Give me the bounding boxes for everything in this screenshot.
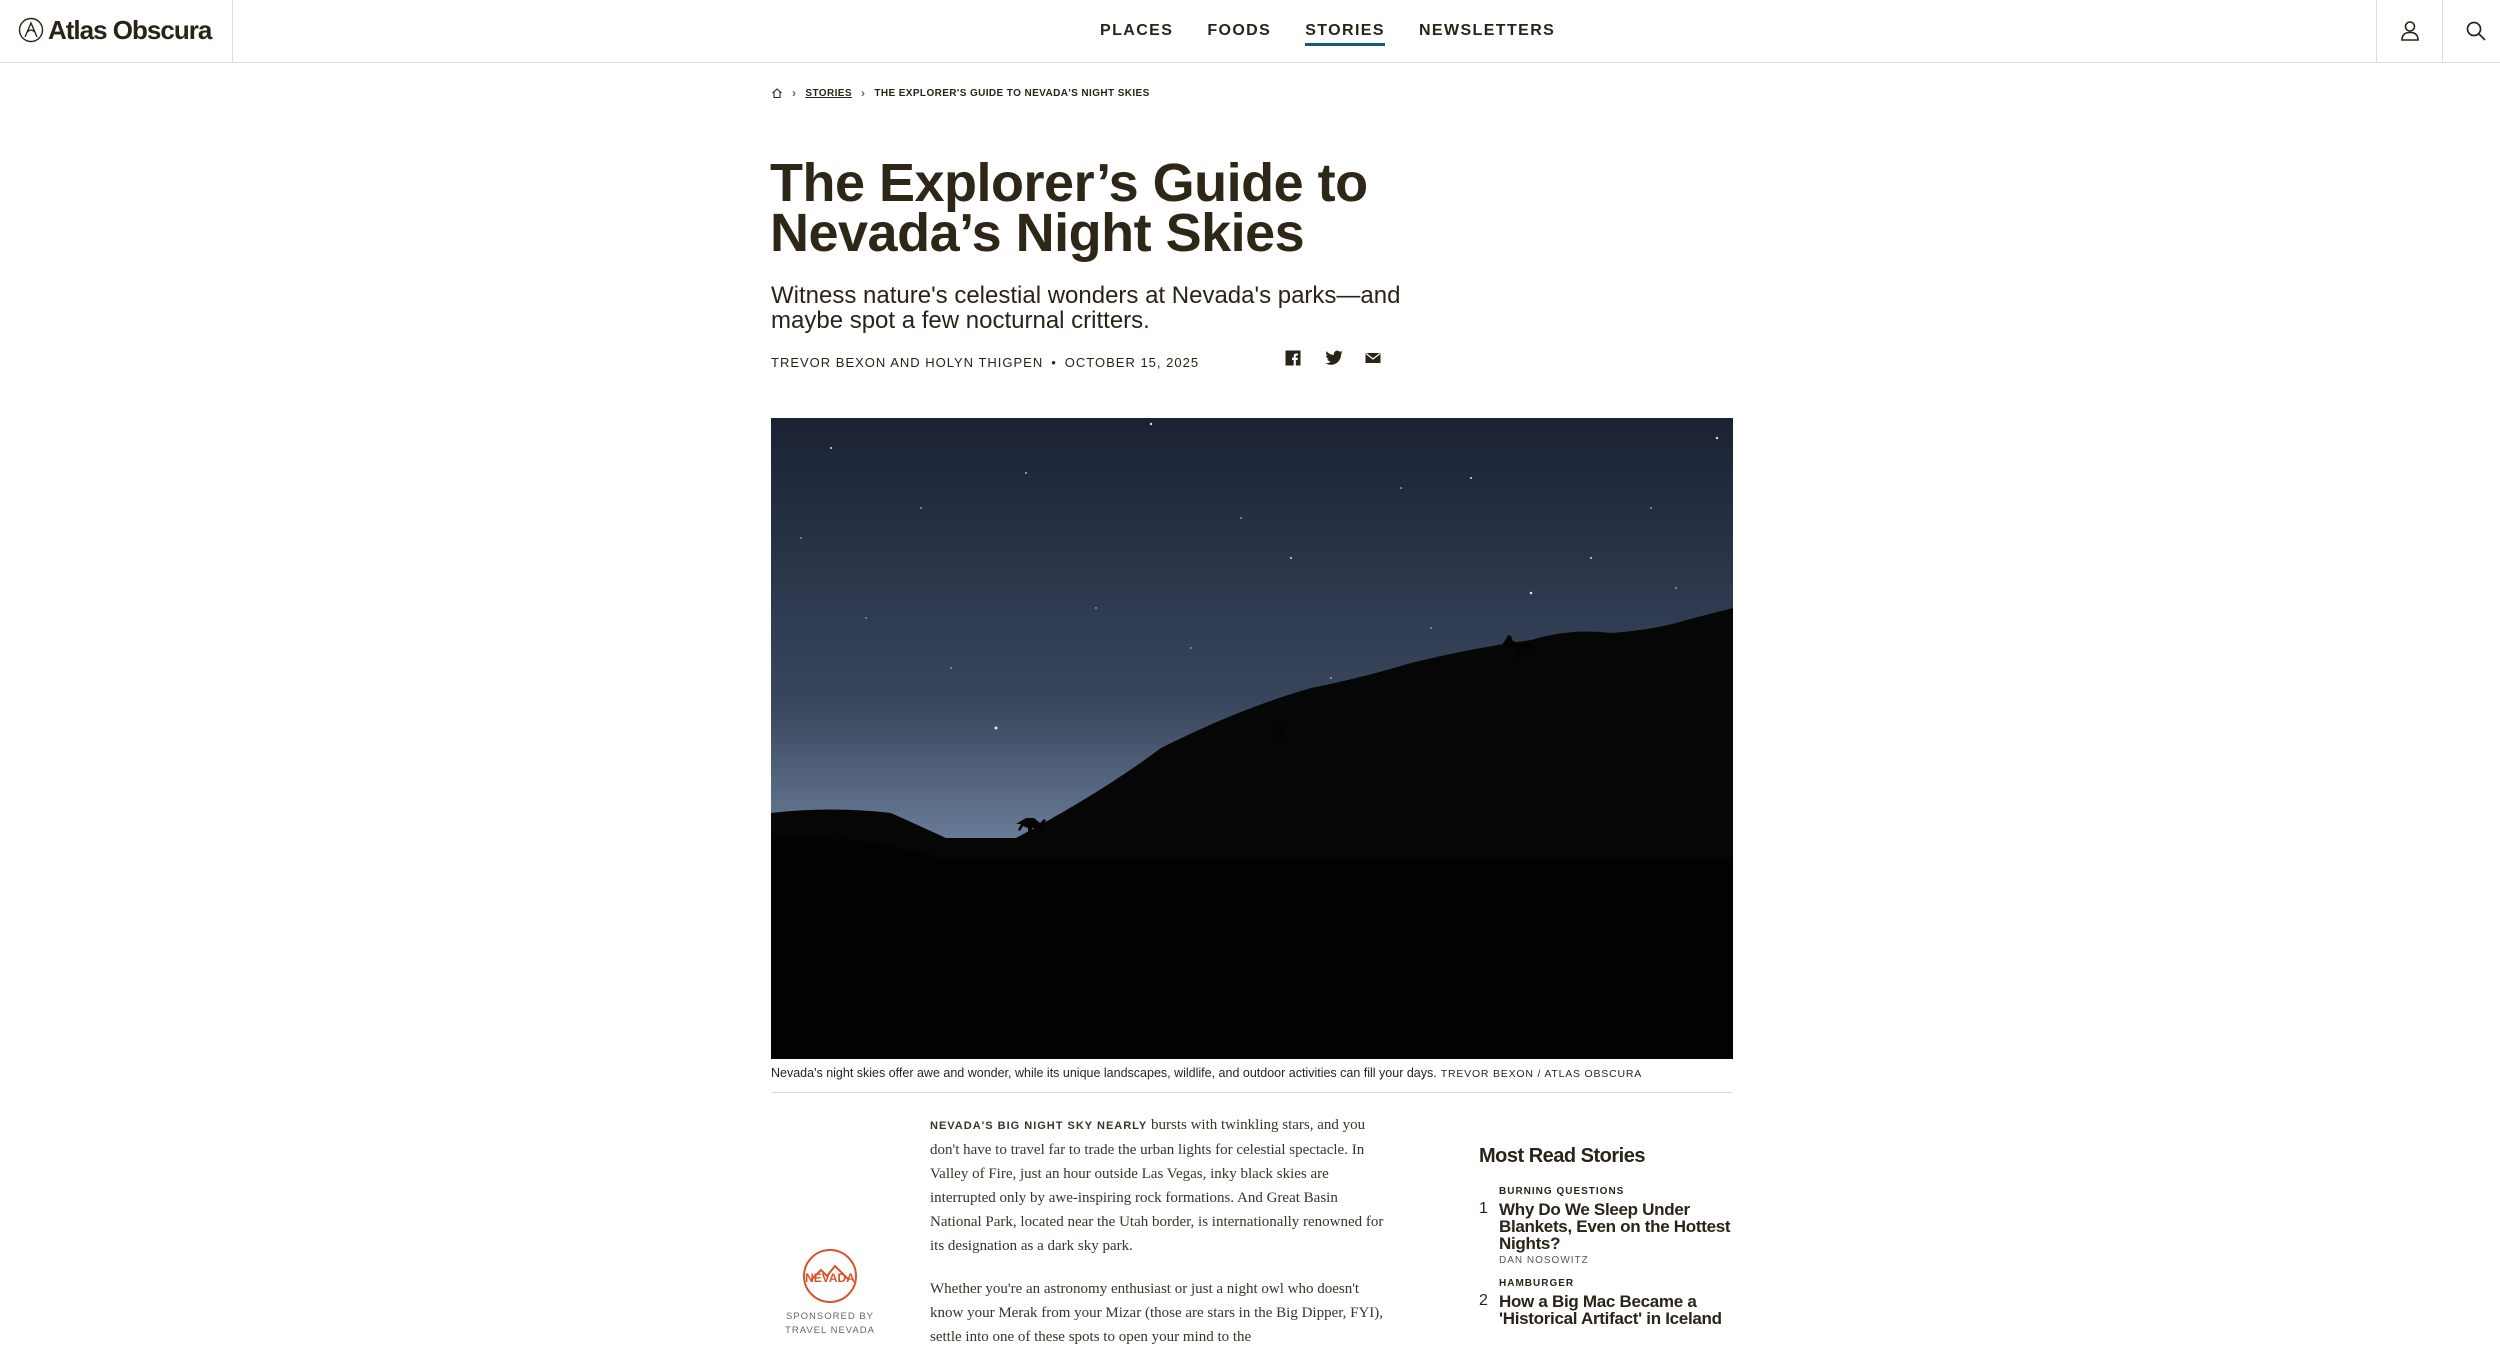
byline-separator: • — [1051, 355, 1057, 370]
author-names[interactable]: TREVOR BEXON AND HOLYN THIGPEN — [771, 355, 1044, 370]
article-subtitle: Witness nature's celestial wonders at Nevada's parks—and maybe spot a few nocturnal critters. — [771, 282, 1401, 334]
svg-text:NEVADA: NEVADA — [805, 1271, 855, 1285]
sponsor-block[interactable] — [782, 1248, 878, 1337]
facebook-icon[interactable] — [1285, 350, 1303, 368]
sponsored-by-label: SPONSORED BY — [785, 1311, 875, 1322]
caption-text: Nevada's night skies offer awe and wonder, while its unique landscapes, wildlife, and outdoor activities can fill your days. — [771, 1066, 1437, 1080]
user-icon — [2400, 20, 2420, 42]
hero-image — [771, 418, 1733, 1059]
chevron-right-icon: › — [792, 86, 797, 100]
top-navigation-bar — [0, 0, 2500, 63]
travel-nevada-logo — [795, 1248, 865, 1304]
site-name: Atlas Obscura — [48, 15, 212, 45]
twitter-icon[interactable] — [1325, 350, 1343, 368]
byline — [771, 355, 1199, 370]
site-logo[interactable] — [0, 0, 233, 62]
breadcrumb — [771, 86, 1150, 100]
nav-item-stories[interactable]: STORIES — [1305, 22, 1385, 39]
search-icon — [2465, 20, 2487, 42]
paragraph-leadin: NEVADA'S BIG NIGHT SKY NEARLY — [930, 1120, 1148, 1132]
main-nav — [1100, 0, 1589, 62]
account-button[interactable] — [2376, 0, 2443, 62]
hero-caption — [771, 1066, 1733, 1093]
most-read-heading: Most Read Stories — [1479, 1145, 1645, 1167]
nav-item-places[interactable]: PLACES — [1100, 22, 1174, 39]
article-paragraph — [930, 1113, 1392, 1258]
home-icon[interactable] — [771, 87, 783, 99]
search-button[interactable] — [2442, 0, 2500, 62]
breadcrumb-stories-link[interactable]: STORIES — [805, 87, 852, 99]
story-kicker: BURNING QUESTIONS — [1499, 1186, 1625, 1197]
rank-number: 2 — [1479, 1292, 1488, 1309]
atlas-obscura-logo-icon — [18, 17, 44, 43]
story-author: DAN NOSOWITZ — [1499, 1255, 1589, 1266]
story-kicker: HAMBURGER — [1499, 1278, 1575, 1289]
most-read-stories — [1479, 1145, 1741, 1339]
article-title: The Explorer’s Guide to Nevada’s Night Skies — [770, 153, 1368, 263]
nav-item-newsletters[interactable]: NEWSLETTERS — [1418, 22, 1556, 39]
photo-credit: TREVOR BEXON / ATLAS OBSCURA — [1440, 1068, 1643, 1080]
nav-item-foods[interactable]: FOODS — [1207, 22, 1272, 39]
article-paragraph: Whether you're an astronomy enthusiast or just a night owl who doesn't know your Merak from your Mizar (those are stars in the Big Dipper, FYI), settle into one of these spots to open your mind to the — [930, 1281, 1384, 1345]
article-body — [930, 1113, 1392, 1368]
rank-number: 1 — [1479, 1200, 1488, 1217]
publish-date: OCTOBER 15, 2025 — [1064, 355, 1200, 370]
night-sky-photo — [771, 418, 1733, 1059]
chevron-right-icon: › — [860, 86, 866, 100]
email-icon[interactable] — [1365, 350, 1383, 368]
breadcrumb-current: THE EXPLORER'S GUIDE TO NEVADA'S NIGHT SKIES — [874, 87, 1150, 99]
most-read-item[interactable] — [1479, 1278, 1741, 1327]
story-title[interactable]: How a Big Mac Became a 'Historical Artifact' in Iceland — [1499, 1292, 1722, 1328]
most-read-item[interactable] — [1479, 1186, 1741, 1266]
share-buttons — [1285, 350, 1383, 368]
sponsor-name: TRAVEL NEVADA — [785, 1325, 875, 1336]
story-title[interactable]: Why Do We Sleep Under Blankets, Even on the Hottest Nights? — [1499, 1200, 1731, 1253]
paragraph-text: bursts with twinkling stars, and you don't have to travel far to trade the urban lights for celestial spectacle. In Valley of Fire, just an hour outside Las Vegas, inky black skies are interrupted only by awe-inspiring rock formations. And Great Basin National Park, located near the Utah border, is internationally renowned for its designation as a dark sky park. — [930, 1117, 1384, 1254]
